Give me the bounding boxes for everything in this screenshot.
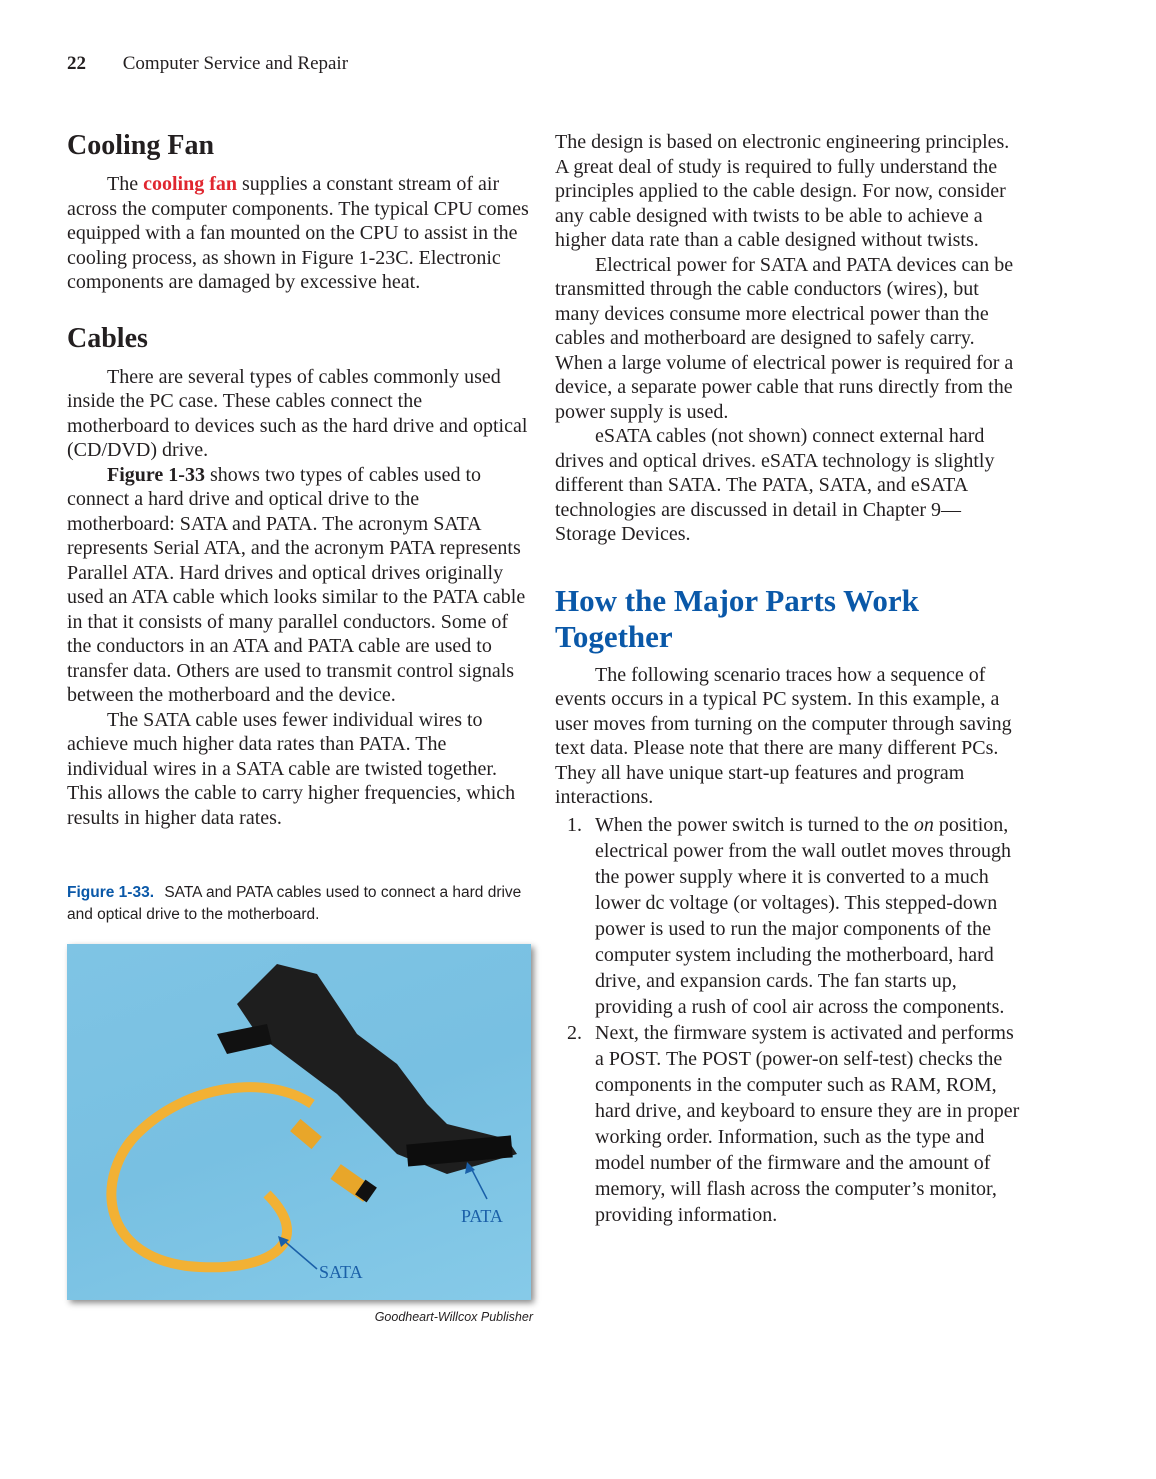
heading-how-major-parts-work: How the Major Parts Work Together [555, 582, 919, 654]
left-column [67, 128, 533, 1324]
text: When the power switch is turned to the [595, 813, 914, 836]
cables-paragraph-3: The SATA cable uses fewer individual wires to achieve much higher data rates than PATA. The individual wires in a SATA cable are twisted together. This allows the cable to carry higher frequencies, which results in higher data rates. [67, 708, 516, 829]
cables-illustration [67, 944, 531, 1300]
heading-cables: Cables [67, 322, 148, 354]
scenario-intro: The following scenario traces how a sequence of events occurs in a typical PC system. In this example, a user moves from turning on the computer through saving text data. Please note that there are many different PCs. They all have unique start-up features and program interactions. [555, 663, 1012, 808]
emphasis: on [913, 813, 934, 836]
design-paragraph: The design is based on electronic engineering principles. A great deal of study is required to fully understand the principles applied to the cable design. For now, consider any cable designed with twists to be able to achieve a higher data rate than a cable designed without twists. [555, 131, 1010, 251]
right-column [555, 130, 1020, 1228]
figure-label: Figure 1-33. [67, 884, 154, 901]
text: supplies a constant stream of air across the computer components. The typical CPU comes equipped with a fan mounted on the CPU to assist in the cooling process, as shown in Figure 1-23C. Electronic components are damaged by excessive heat. [67, 173, 529, 293]
step-number: 1. [567, 813, 582, 836]
figure-reference: Figure 1-33 [107, 463, 205, 486]
figure-caption [67, 882, 529, 926]
key-term-cooling-fan: cooling fan [143, 173, 237, 195]
steps-list [555, 812, 1020, 1228]
cables-paragraph-1: There are several types of cables commonly used inside the PC case. These cables connect the motherboard to devices such as the hard drive and optical (CD/DVD) drive. [67, 365, 528, 461]
photo-credit: Goodheart-Willcox Publisher [374, 1310, 533, 1324]
label-pata: PATA [461, 1206, 503, 1226]
list-item [555, 812, 1020, 1020]
list-item [555, 1020, 1020, 1228]
figure-caption-text: SATA and PATA cables used to connect a hard drive and optical drive to the motherboard. [67, 884, 522, 923]
cables-paragraph-2 [67, 463, 529, 708]
text: shows two types of cables used to connect a hard drive and optical drive to the motherboard: SATA and PATA. The acronym SATA represents Serial ATA, and the acronym PATA represents Parallel ATA. Hard drives and optical drives originally used an ATA cable which looks similar to the PATA cable in that it consists of many parallel conductors. Some of the conductors in an ATA and PATA cable are used to transfer data. Others are used to transmit control signals between the motherboard and the device. [67, 463, 526, 706]
text: The [107, 173, 144, 195]
step-number: 2. [567, 1021, 582, 1044]
label-sata: SATA [319, 1262, 363, 1282]
cooling-fan-paragraph [67, 172, 529, 295]
book-title: Computer Service and Repair [122, 53, 349, 74]
page-number: 22 [67, 53, 86, 74]
heading-cooling-fan: Cooling Fan [67, 130, 215, 161]
power-paragraph: Electrical power for SATA and PATA devices can be transmitted through the cable conductors (wires), but many devices consume more electrical power than the cables and motherboard are designed to safely carry. When a large volume of electrical power is required for a device, a separate power cable that runs directly from the power supply is used. [555, 253, 1014, 423]
text: position, electrical power from the wall outlet moves through the power supply where it is converted to a much lower dc voltage (or voltages). This stepped-down power is used to run the major components of the computer system including the motherboard, hard drive, and expansion cards. The fan starts up, providing a rush of cool air across the components. [595, 813, 1011, 1018]
text: Next, the firmware system is activated and performs a POST. The POST (power-on self-test) checks the components in the computer such as RAM, ROM, hard drive, and keyboard to ensure they are in proper working order. Information, such as the type and model number of the firmware and the amount of memory, will flash across the computer’s monitor, providing information. [595, 1021, 1020, 1226]
figure-photo-cables [67, 944, 531, 1300]
esata-paragraph: eSATA cables (not shown) connect external hard drives and optical drives. eSATA technology is slightly different than SATA. The PATA, SATA, and eSATA technologies are discussed in detail in Chapter 9—Storage Devices. [555, 425, 995, 545]
running-head [67, 53, 348, 75]
